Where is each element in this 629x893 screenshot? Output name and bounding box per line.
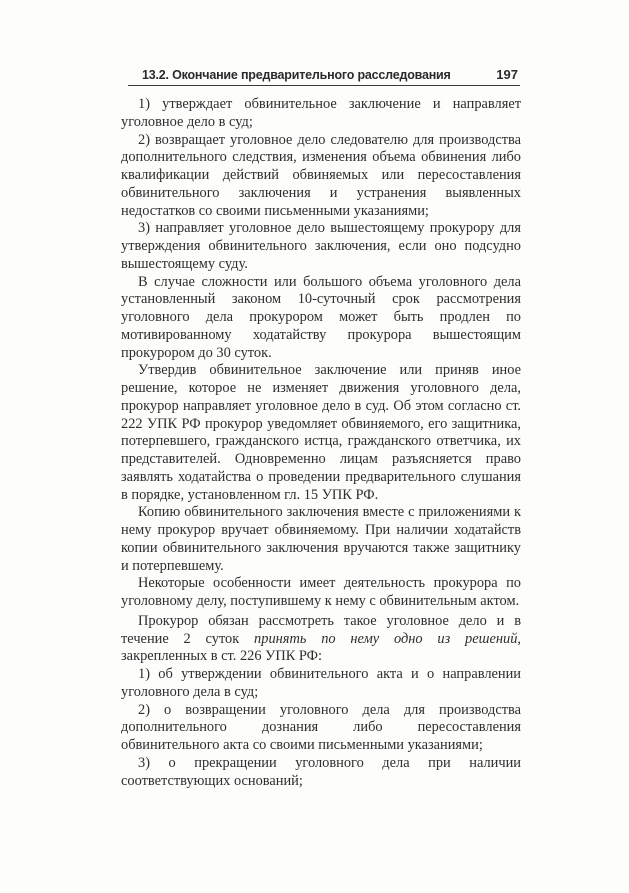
paragraph: Копию обвинительного заключения вместе с приложениями к нему прокурор вручает обвиняемому. При наличии ходатайств копии обвинительного заключения вручаются также защитнику и потерпевшему. xyxy=(121,504,521,574)
paragraph: 2) возвращает уголовное дело следователю для производства дополнительного следствия, изменения объема обвинения либо квалификации действий обвиняемых или пересоставления обвинительного заключения и устранения выявленных недостатков со своими письменными указаниями; xyxy=(121,131,521,219)
paragraph: 1) утверждает обвинительное заключение и направляет уголовное дело в суд; xyxy=(121,96,521,130)
chapter-title: 13.2. Окончание предварительного расследования xyxy=(142,68,451,82)
running-header xyxy=(128,62,520,86)
text-run: Прокурор обязан рассмотреть такое уголовное дело и в течение 2 суток xyxy=(121,612,521,647)
paragraph: Некоторые особенности имеет деятельность прокурора по уголовному делу, поступившему к нему с обвинительным актом. xyxy=(121,575,521,609)
paragraph: В случае сложности или большого объема уголовного дела установленный законом 10-суточный срок рассмотрения уголовного дела прокурором может быть продлен по мотивированному ходатайству прокурора вышестоящим прокурором до 30 суток. xyxy=(121,273,521,361)
page-number: 197 xyxy=(496,67,518,82)
list-item: 1) об утверждении обвинительного акта и о направлении уголовного дела в суд; xyxy=(121,666,521,700)
list-item: 3) о прекращении уголовного дела при наличии соответствующих оснований; xyxy=(121,754,521,789)
paragraph: Утвердив обвинительное заключение или приняв иное решение, которое не изменяет движения уголовного дела, прокурор направляет уголовное дело в суд. Об этом согласно ст. 222 УПК РФ прокурор уведомляет обвиняемого, его защитника, потерпевшего, гражданского истца, гражданского ответчика, их представителей. Одновременно лицам разъясняется право заявлять ходатайства о проведении предварительного слушания в порядке, установленном гл. 15 УПК РФ. xyxy=(121,362,521,503)
list-item: 2) о возвращении уголовного дела для производства дополнительного дознания либо пересоставления обвинительного акта со своими письменными указаниями; xyxy=(121,701,521,753)
body-text xyxy=(121,96,521,790)
italic-phrase: принять по нему одно из решений xyxy=(254,630,518,647)
paragraph-with-emphasis xyxy=(121,613,521,666)
paragraph: 3) направляет уголовное дело вышестоящему прокурору для утверждения обвинительного заключения, если оно подсудно вышестоящему суду. xyxy=(121,220,521,272)
text-run: , закрепленных в ст. 226 УПК РФ: xyxy=(121,630,521,665)
